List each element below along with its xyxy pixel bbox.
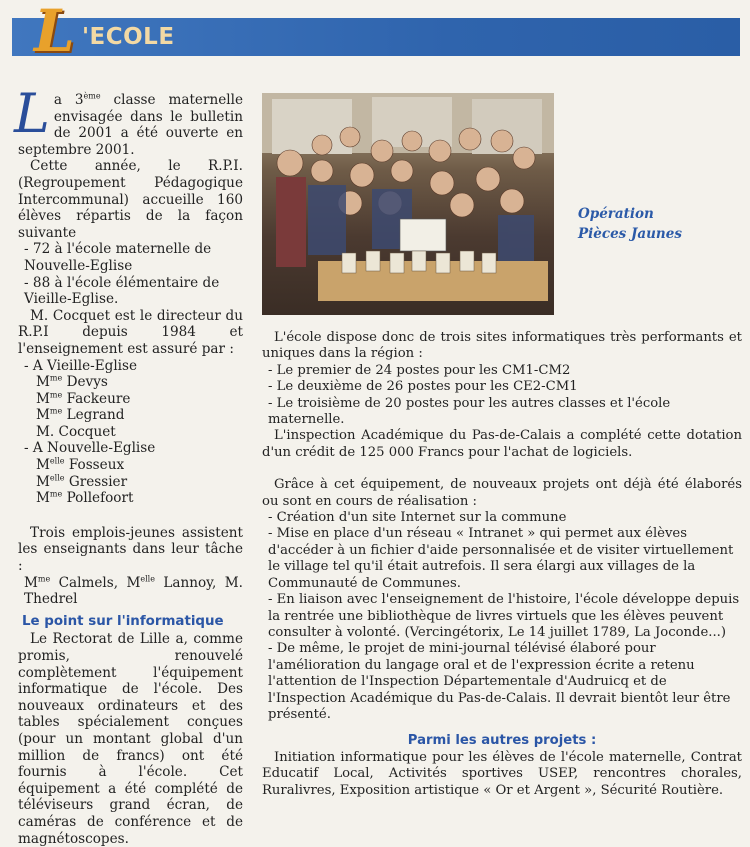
- list-item: - De même, le projet de mini-journal télévisé élaboré pour l'amélioration du langage oral et de l'expression écrite a retenu l'attention de l'Inspection Départementale d'Audruicq et de l'Inspection Académique du Pas-de-Calais. Il devrait bientôt leur être présenté.: [268, 641, 731, 722]
- other-projects-paragraph: Initiation informatique pour les élèves de l'école maternelle, Contrat Educatif Local, Activités sportives USEP, rencontres chorales, Ruralivres, Exposition artistique « Or et Argent », Sécurité Routière.: [262, 749, 742, 798]
- staff-member: $M^{elle}$ Fosseux: [36, 456, 125, 474]
- list-item: - 72 à l'école maternelle de Nouvelle-Eglise: [24, 241, 212, 274]
- class-photo-illustration: [262, 93, 554, 315]
- section-heading: Le point sur l'informatique: [22, 613, 224, 629]
- projects-paragraph: Grâce à cet équipement, de nouveaux projets ont déjà été élaborés ou sont en cours de réalisation :: [262, 477, 742, 509]
- staff-list: [18, 374, 243, 440]
- assistants-names: $M^{me}$ Calmels, $M^{elle}$ Lannoy, M. Thedrel: [24, 574, 243, 608]
- school-heading: - A Vieille-Eglise: [24, 357, 138, 374]
- subheading: Parmi les autres projets :: [407, 733, 597, 749]
- list-item: - Création d'un site Internet sur la commune: [268, 510, 567, 526]
- computer-paragraph: Le Rectorat de Lille a, comme promis, renouvelé complètement l'équipement informatique de l'école. Des nouveaux ordinateurs et des tables spécialement conçues (pour un montant global d'un million de francs) ont été fournis à l'école. Cet équipement a été complété de téléviseurs grand écran, de caméras de conférence et de magnétoscopes.: [18, 631, 243, 847]
- header-decorative-letter: L: [34, 0, 75, 65]
- list-item: - Le premier de 24 postes pour les CM1-CM2: [268, 362, 571, 378]
- section-title: 'ECOLE: [82, 24, 175, 50]
- left-column: [14, 82, 244, 847]
- staff-member: $M^{elle}$ Gressier: [36, 473, 128, 490]
- class-photo: [262, 93, 554, 315]
- staff-member: $M^{me}$ Fackeure: [36, 390, 131, 407]
- list-item: - 88 à l'école élémentaire de Vieille-Eglise.: [24, 274, 220, 308]
- staff-member: $M^{me}$ Devys: [36, 373, 108, 391]
- staff-member: $M^{me}$ Pollefoort: [36, 489, 134, 507]
- staff-member: M. Cocquet: [36, 423, 116, 440]
- rpi-paragraph: Cette année, le R.P.I. (Regroupement Pédagogique Intercommunal) accueille 160 élèves répartis de la façon suivante: [18, 158, 243, 241]
- photo-caption: Opération Pièces Jaunes: [578, 206, 682, 242]
- list-item: - Le troisième de 20 postes pour les autres classes et l'école maternelle.: [268, 395, 671, 428]
- inspection-paragraph: L'inspection Académique du Pas-de-Calais a complété cette dotation d'un crédit de 125 000 Francs pour l'achat de logiciels.: [262, 428, 742, 460]
- director-paragraph: M. Cocquet est le directeur du R.P.I depuis 1984 et l'enseignement est assuré par :: [18, 307, 243, 357]
- list-item: - Mise en place d'un réseau « Intranet » qui permet aux élèves d'accéder à un fichier d'aide personnalisée et de visiter virtuellement le village tel qu'il était autrefois. Il sera élargi aux villages de la Communauté de Communes.: [268, 526, 734, 591]
- school-heading: - A Nouvelle-Eglise: [24, 440, 156, 457]
- assistants-paragraph: Trois emplois-jeunes assistent les enseignants dans leur tâche :: [18, 524, 243, 575]
- sites-paragraph: L'école dispose donc de trois sites informatiques très performants et uniques dans la région :: [262, 330, 742, 362]
- drop-cap: L: [14, 82, 50, 145]
- list-item: - En liaison avec l'enseignement de l'histoire, l'école développe depuis la rentrée une bibliothèque de livres virtuels que les élèves peuvent consulter à volonté. (Vercingétorix, Le 14 juillet 1789, La Joconde...): [268, 592, 740, 640]
- right-column: [262, 330, 742, 799]
- list-item: - Le deuxième de 26 postes pour les CE2-CM1: [268, 379, 578, 395]
- intro-paragraph: La 3ème classe maternelle envisagée dans le bulletin de 2001 a été ouverte en septembre 2001.: [14, 82, 244, 158]
- staff-member: $M^{me}$ Legrand: [36, 406, 125, 424]
- staff-list: [18, 457, 243, 507]
